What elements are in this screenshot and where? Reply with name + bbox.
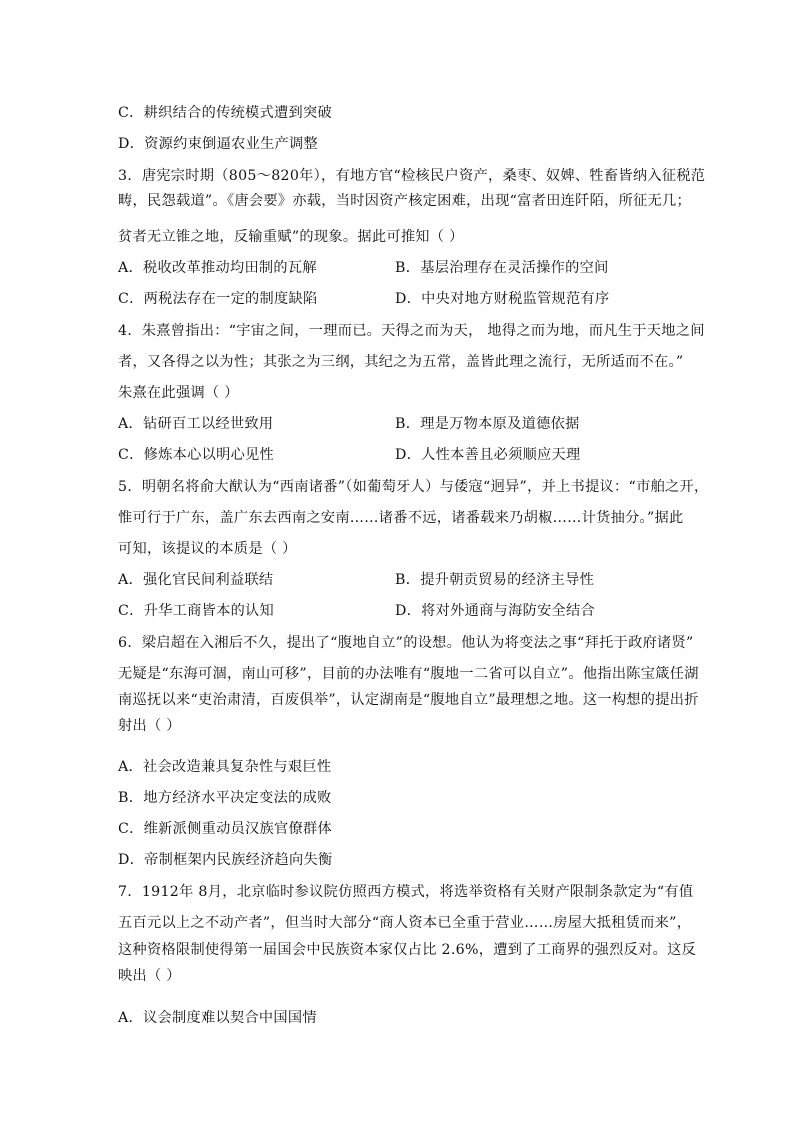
question-4-stem: 者，又各得之以为性；其张之为三纲，其纪之为五常，盖皆此理之流行，无所适而不在。”	[118, 354, 684, 370]
option-c: C．升华工商皆本的认知	[118, 603, 275, 619]
option-d: D．中央对地方财税监管规范有序	[395, 291, 610, 307]
option-b: B．地方经济水平决定变法的成败	[118, 790, 332, 806]
option-d: D．帝制框架内民族经济趋向失衡	[118, 852, 333, 868]
question-6-stem: 无疑是“东海可涸，南山可移”，目前的办法唯有“腹地一二省可以自立”。他指出陈宝箴任湖	[118, 666, 699, 682]
option-c: C．修炼本心以明心见性	[118, 447, 275, 463]
question-5-stem: 可知，该提议的本质是（ ）	[118, 541, 297, 557]
option-d: D．资源约束倒逼农业生产调整	[118, 136, 319, 152]
option-b: B．理是万物本原及道德依据	[395, 416, 580, 432]
option-c: C．耕织结合的传统模式遭到突破	[118, 105, 332, 121]
option-c: C．维新派侧重动员汉族官僚群体	[118, 821, 332, 837]
option-a: A．钻研百工以经世致用	[118, 416, 274, 432]
question-4-stem: 朱熹在此强调（ ）	[118, 385, 239, 401]
option-b: B．提升朝贡贸易的经济主导性	[395, 572, 595, 588]
question-7-stem: 7．1912年 8月，北京临时参议院仿照西方模式，将选举资格有关财产限制条款定为“有值	[118, 884, 694, 900]
question-7-stem: 这种资格限制使得第一届国会中民族资本家仅占比 2.6%，遭到了工商界的强烈反对。这反	[118, 942, 697, 958]
option-d: D．人性本善且必须顺应天理	[395, 447, 581, 463]
option-a: A．税收改革推动均田制的瓦解	[118, 260, 317, 276]
question-6-stem: 射出（ ）	[118, 718, 181, 734]
option-a: A．社会改造兼具复杂性与艰巨性	[118, 759, 332, 775]
question-6-stem: 6．梁启超在入湘后不久，提出了“腹地自立”的设想。他认为将变法之事“拜托于政府诸贤”	[118, 635, 694, 651]
option-c: C．两税法存在一定的制度缺陷	[118, 291, 318, 307]
option-a: A．议会制度难以契合中国国情	[118, 1010, 317, 1026]
question-5-stem: 5．明朝名将俞大猷认为“西南诸番”（如葡萄牙人）与倭寇“迥异”，并上书提议：“市舶之开，	[118, 479, 709, 495]
question-3-stem: 贫者无立锥之地，反输重赋”的现象。据此可推知（ ）	[118, 229, 464, 245]
question-4-stem: 4．朱熹曾指出：“宇宙之间，一理而已。天得之而为天， 地得之而为地，而凡生于天地之间	[118, 323, 705, 339]
question-6-stem: 南巡抚以来“吏治肃清，百废俱举”，认定湖南是“腹地自立”最理想之地。这一构想的提出折	[118, 692, 699, 708]
option-d: D．将对外通商与海防安全结合	[395, 603, 596, 619]
question-3-stem: 3．唐宪宗时期（805～820年），有地方官“检核民户资产，桑枣、奴婢、牲畜皆纳入征税范	[118, 168, 706, 184]
question-3-stem: 畴，民怨载道”。《唐会要》亦载，当时因资产核定困难，出现“富者田连阡陌，所征无几；	[118, 193, 692, 209]
question-7-stem: 映出（ ）	[118, 968, 181, 984]
option-a: A．强化官民间利益联结	[118, 572, 274, 588]
option-b: B．基层治理存在灵活操作的空间	[395, 260, 609, 276]
question-7-stem: 五百元以上之不动产者”，但当时大部分“商人资本已全重于营业……房屋大抵租赁而来”，	[118, 915, 692, 931]
question-5-stem: 惟可行于广东，盖广东去西南之安南……诸番不远，诸番载来乃胡椒……计货抽分。”据此	[118, 510, 684, 526]
